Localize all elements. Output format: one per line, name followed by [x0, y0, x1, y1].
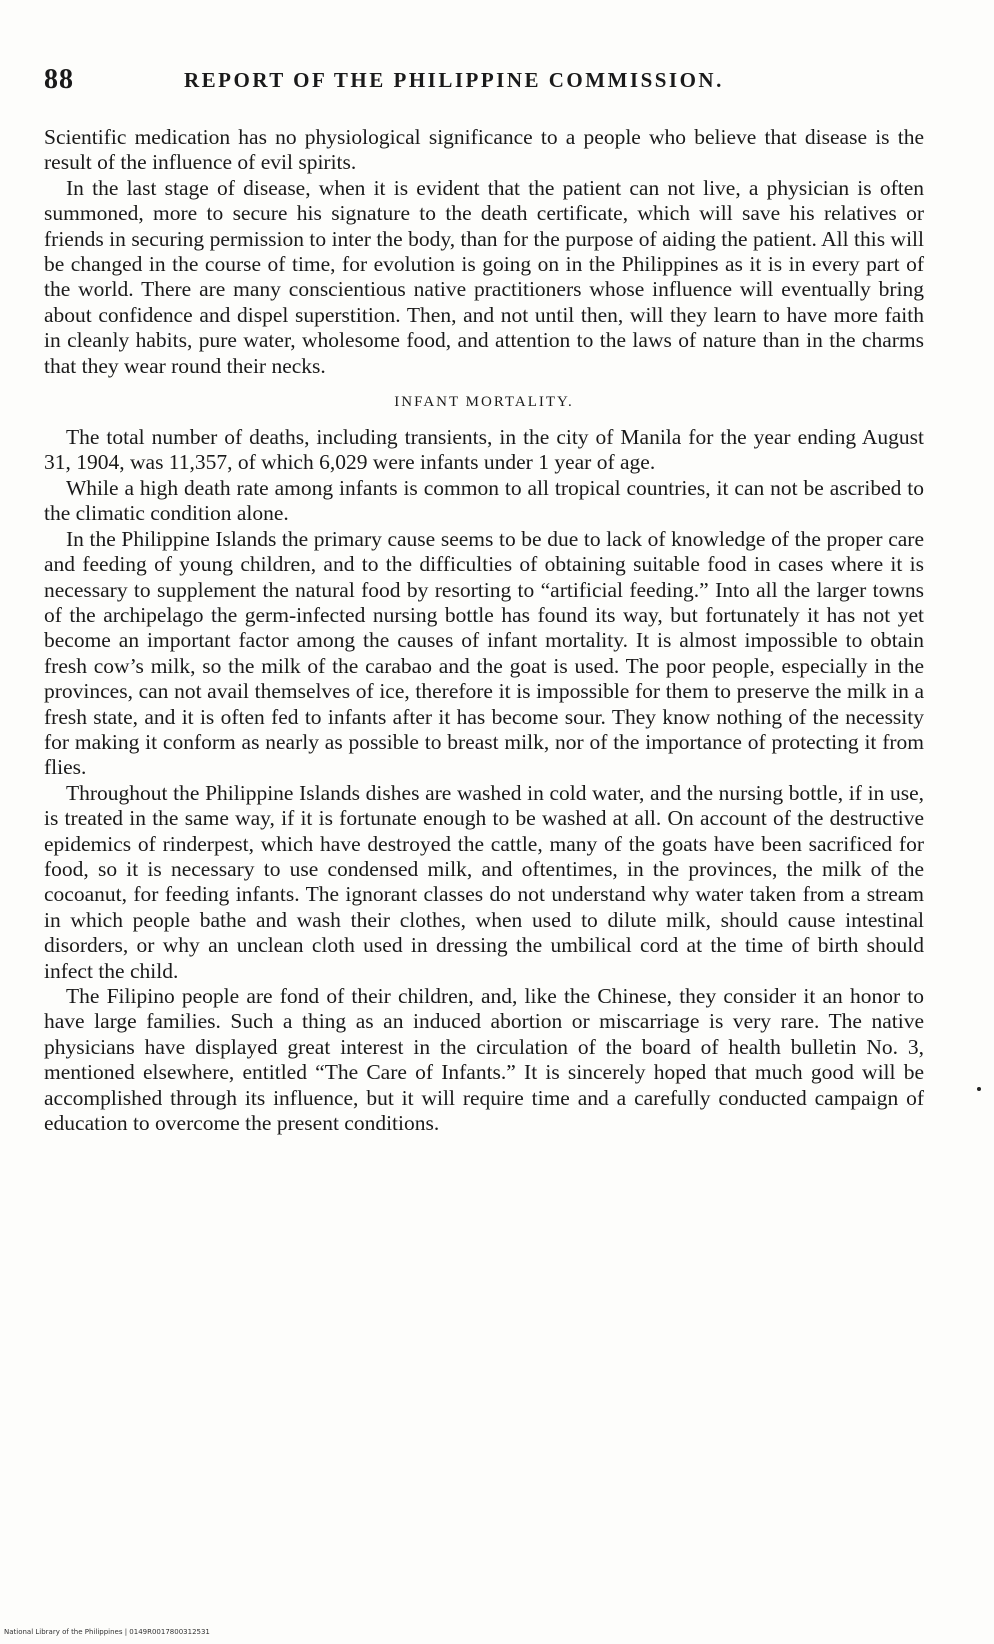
scan-footer: National Library of the Philippines | 0149R0017800312531 — [4, 1628, 210, 1636]
paragraph: The total number of deaths, including transients, in the city of Manila for the year ending August 31, 1904, was 11,357, of which 6,029 were infants under 1 year of age. — [44, 425, 924, 475]
margin-speck — [977, 1087, 981, 1091]
section-heading: INFANT MORTALITY. — [394, 394, 574, 411]
page-number: 88 — [44, 64, 74, 95]
paragraph: While a high death rate among infants is common to all tropical countries, it can not be ascribed to the climatic condition alone. — [44, 475, 924, 526]
page-header — [44, 64, 924, 104]
paragraph: The Filipino people are fond of their children, and, like the Chinese, they consider it an honor to have large families. Such a thing as an induced abortion or miscarriage is very rare. The native physicians have displayed great interest in the circulation of the board of health bulletin No. 3, mentioned elsewhere, entitled “The Care of Infants.” It is sincerely hoped that much good will be accomplished through its influence, but it will require time and a carefully conducted campaign of education to overcome the present conditions. — [44, 984, 924, 1136]
paragraph: In the last stage of disease, when it is evident that the patient can not live, a physician is often summoned, more to secure his signature to the death certificate, which will save his relatives or friends in securing permission to inter the body, than for the purpose of aiding the patient. All this will be changed in the course of time, for evolution is going on in the Philippines as it is in every part of the world. There are many conscientious native practitioners whose influence will eventually bring about confidence and dispel superstition. Then, and not until then, will they learn to have more faith in cleanly habits, pure water, wholesome food, and attention to the laws of nature than in the charms that they wear round their necks. — [44, 175, 924, 378]
running-head: REPORT OF THE PHILIPPINE COMMISSION. — [184, 68, 724, 92]
paragraph: In the Philippine Islands the primary cause seems to be due to lack of knowledge of the proper care and feeding of young children, and to the difficulties of obtaining suitable food in cases where it is necessary to supplement the natural food by resorting to “artificial feeding.” Into all the larger towns of the archipelago the germ-infected nursing bottle has found its way, but fortunately it has not yet become an important factor among the causes of infant mortality. It is almost impossible to obtain fresh cow’s milk, so the milk of the carabao and the goat is used. The poor people, especially in the provinces, can not avail themselves of ice, therefore it is impossible for them to preserve the milk in a fresh state, and it is often fed to infants after it has become sour. They know nothing of the necessity for making it conform as nearly as possible to breast milk, nor of the importance of protecting it from flies. — [44, 526, 924, 780]
paragraph: Scientific medication has no physiological significance to a people who believe that disease is the result of the influence of evil spirits. — [44, 125, 924, 175]
paragraph: Throughout the Philippine Islands dishes are washed in cold water, and the nursing bottle, if in use, is treated in the same way, if it is fortunate enough to be washed at all. On account of the destructive epidemics of rinderpest, which have destroyed the cattle, many of the goats have been sacrificed for food, so it is necessary to use condensed milk, and oftentimes, in the provinces, the milk of the cocoanut, for feeding infants. The ignorant classes do not understand why water taken from a stream in which people bathe and wash their clothes, when used to dilute milk, should cause intestinal disorders, or why an unclean cloth used in dressing the umbilical cord at the time of birth should infect the child. — [44, 780, 924, 983]
body-text — [44, 125, 924, 1136]
